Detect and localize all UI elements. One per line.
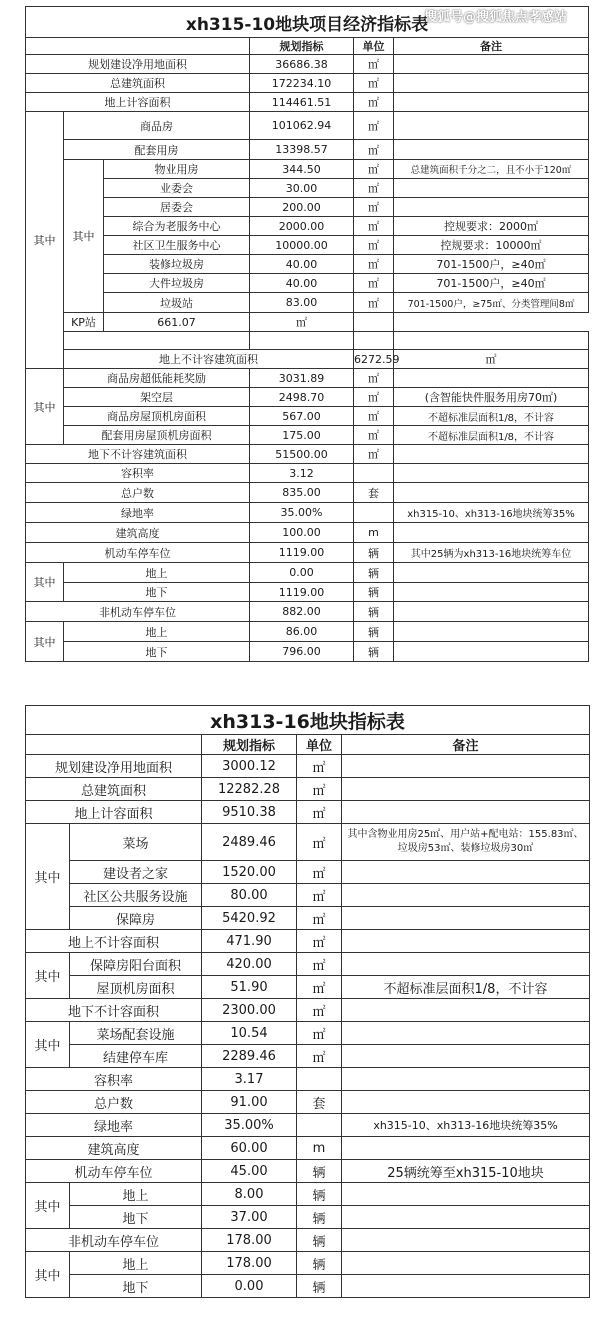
row-label: 商品房 — [64, 112, 250, 140]
row-unit: ㎡ — [394, 350, 589, 369]
table-title: xh315-10地块项目经济指标表 — [26, 7, 589, 38]
row-label: 地上 — [64, 563, 250, 583]
header-unit: 单位 — [297, 735, 342, 755]
row-label: 配套用房 — [64, 140, 250, 160]
row-unit: ㎡ — [297, 976, 342, 999]
row-note — [342, 1045, 590, 1068]
row-value: 882.00 — [250, 602, 354, 622]
row-note: 701-1500户，≥75㎡、分类管理间8㎡ — [394, 293, 589, 313]
row-label: 社区卫生服务中心 — [104, 236, 250, 255]
row-value: 0.00 — [202, 1275, 297, 1298]
row-label: 地下 — [70, 1275, 202, 1298]
row-label: 大件垃圾房 — [104, 274, 250, 293]
header-blank — [26, 38, 250, 55]
row-unit: ㎡ — [354, 255, 394, 274]
row-value: 10.54 — [202, 1022, 297, 1045]
row-label: 非机动车停车位 — [26, 1229, 202, 1252]
row-label: 总建筑面积 — [26, 778, 202, 801]
row-note — [342, 1183, 590, 1206]
row-label: 规划建设净用地面积 — [26, 55, 250, 74]
row-value: 3.17 — [202, 1068, 297, 1091]
row-label: 总户数 — [26, 483, 250, 503]
row-label: 结建停车库 — [70, 1045, 202, 1068]
row-label: 绿地率 — [26, 503, 250, 523]
row-label: 装修垃圾房 — [104, 255, 250, 274]
row-label: 地上 — [64, 622, 250, 642]
row-note: xh315-10、xh313-16地块统筹35% — [342, 1114, 590, 1137]
row-note: 不超标准层面积1/8，不计容 — [394, 426, 589, 445]
row-value: 6272.59 — [354, 350, 394, 369]
row-label: 地上不计容面积 — [26, 930, 202, 953]
watermark: 搜狐号@搜狐焦点孝感站 — [424, 10, 568, 25]
row-label: 物业用房 — [104, 160, 250, 179]
row-unit: 辆 — [297, 1206, 342, 1229]
table-xh315-10 — [25, 6, 589, 662]
row-unit: ㎡ — [354, 74, 394, 93]
row-note — [394, 563, 589, 583]
row-note — [342, 884, 590, 907]
row-label: 地下 — [64, 642, 250, 662]
row-unit: ㎡ — [297, 907, 342, 930]
group-label: 其中 — [26, 953, 70, 999]
row-unit: ㎡ — [297, 930, 342, 953]
header-note: 备注 — [342, 735, 590, 755]
row-unit: ㎡ — [354, 179, 394, 198]
row-label: 规划建设净用地面积 — [26, 755, 202, 778]
row-value: 114461.51 — [250, 93, 354, 112]
row-note — [394, 179, 589, 198]
table-title: xh313-16地块指标表 — [26, 706, 590, 735]
row-unit — [297, 1114, 342, 1137]
subgroup-label: 其中 — [64, 160, 104, 313]
row-note — [342, 1229, 590, 1252]
row-value: 0.00 — [250, 563, 354, 583]
row-value: 3.12 — [250, 464, 354, 483]
row-note: 其中25辆为xh313-16地块统筹车位 — [394, 543, 589, 563]
row-value: 796.00 — [250, 642, 354, 662]
row-label: 架空层 — [64, 388, 250, 407]
row-unit: 辆 — [297, 1275, 342, 1298]
row-note: 不超标准层面积1/8，不计容 — [342, 976, 590, 999]
row-unit — [354, 464, 394, 483]
row-note — [342, 1091, 590, 1114]
row-label: 商品房屋顶机房面积 — [64, 407, 250, 426]
row-value: 1119.00 — [250, 583, 354, 602]
row-note: 控规要求：2000㎡ — [394, 217, 589, 236]
row-note: 其中含物业用房25㎡、用户站+配电站：155.83㎡、垃圾房53㎡、装修垃圾房30㎡ — [342, 824, 590, 861]
row-label: 地下不计容建筑面积 — [26, 445, 250, 464]
row-value: 661.07 — [104, 313, 250, 332]
row-value: 178.00 — [202, 1252, 297, 1275]
row-label: 居委会 — [104, 198, 250, 217]
table-xh313-16 — [25, 705, 590, 1298]
row-unit: 辆 — [297, 1229, 342, 1252]
row-unit: ㎡ — [297, 778, 342, 801]
row-note: (含智能快件服务用房70㎡) — [394, 388, 589, 407]
row-unit: 辆 — [354, 602, 394, 622]
row-note — [342, 1275, 590, 1298]
row-label: 社区公共服务设施 — [70, 884, 202, 907]
row-note — [342, 1137, 590, 1160]
row-value: 12282.28 — [202, 778, 297, 801]
row-label: 地上 — [70, 1183, 202, 1206]
row-value: 40.00 — [250, 274, 354, 293]
row-unit: ㎡ — [354, 274, 394, 293]
row-value: 344.50 — [250, 160, 354, 179]
row-value: 8.00 — [202, 1183, 297, 1206]
row-note — [394, 523, 589, 543]
row-label: 地上计容面积 — [26, 801, 202, 824]
row-unit: ㎡ — [297, 999, 342, 1022]
row-note: 701-1500户，≥40㎡ — [394, 274, 589, 293]
row-note — [342, 861, 590, 884]
row-label: 绿地率 — [26, 1114, 202, 1137]
row-label: 地上计容面积 — [26, 93, 250, 112]
row-unit: ㎡ — [354, 217, 394, 236]
row-value: 30.00 — [250, 179, 354, 198]
header-unit: 单位 — [354, 38, 394, 55]
row-unit: m — [297, 1137, 342, 1160]
row-value: 51500.00 — [250, 445, 354, 464]
row-value: 80.00 — [202, 884, 297, 907]
row-label: 地上不计容建筑面积 — [64, 350, 354, 369]
row-note — [342, 1206, 590, 1229]
row-unit: 辆 — [297, 1160, 342, 1183]
group-label: 其中 — [26, 1252, 70, 1298]
row-label: 屋顶机房面积 — [70, 976, 202, 999]
row-unit: 辆 — [354, 563, 394, 583]
row-value: 175.00 — [250, 426, 354, 445]
row-unit: ㎡ — [354, 93, 394, 112]
row-note — [394, 112, 589, 140]
row-value: 100.00 — [250, 523, 354, 543]
row-unit: ㎡ — [250, 313, 354, 332]
row-note — [394, 483, 589, 503]
row-value: 40.00 — [250, 255, 354, 274]
row-note — [394, 583, 589, 602]
row-value: 2000.00 — [250, 217, 354, 236]
row-value: 83.00 — [250, 293, 354, 313]
row-note: 控规要求：10000㎡ — [394, 236, 589, 255]
row-label: 商品房超低能耗奖励 — [64, 369, 250, 388]
row-unit: ㎡ — [354, 388, 394, 407]
row-unit: ㎡ — [297, 1045, 342, 1068]
row-unit: m — [354, 523, 394, 543]
row-value: 9510.38 — [202, 801, 297, 824]
row-label: 容积率 — [26, 464, 250, 483]
header-blank — [26, 735, 202, 755]
row-unit: ㎡ — [297, 861, 342, 884]
row-note — [394, 445, 589, 464]
row-label: 地下不计容面积 — [26, 999, 202, 1022]
row-unit: 辆 — [297, 1183, 342, 1206]
row-value: 60.00 — [202, 1137, 297, 1160]
group-label: 其中 — [26, 622, 64, 662]
row-note — [394, 198, 589, 217]
row-label: 菜场配套设施 — [70, 1022, 202, 1045]
row-value: 13398.57 — [250, 140, 354, 160]
row-unit: 辆 — [354, 622, 394, 642]
row-unit: ㎡ — [297, 953, 342, 976]
row-unit: ㎡ — [297, 824, 342, 861]
row-label: 地下 — [64, 583, 250, 602]
row-value: 471.90 — [202, 930, 297, 953]
row-note — [394, 74, 589, 93]
group-label: 其中 — [26, 563, 64, 602]
row-value: 37.00 — [202, 1206, 297, 1229]
row-unit: ㎡ — [297, 801, 342, 824]
row-value: 2289.46 — [202, 1045, 297, 1068]
row-unit — [297, 1068, 342, 1091]
row-label: 地上 — [70, 1252, 202, 1275]
row-note — [394, 642, 589, 662]
row-note — [394, 140, 589, 160]
group-label: 其中 — [26, 1183, 70, 1229]
row-note — [342, 1068, 590, 1091]
row-label: 菜场 — [70, 824, 202, 861]
row-label: 总建筑面积 — [26, 74, 250, 93]
row-value: 200.00 — [250, 198, 354, 217]
row-label: 非机动车停车位 — [26, 602, 250, 622]
row-value: 35.00% — [202, 1114, 297, 1137]
row-label: 综合为老服务中心 — [104, 217, 250, 236]
row-note — [394, 464, 589, 483]
row-blank — [354, 332, 394, 350]
row-unit: 套 — [297, 1091, 342, 1114]
row-value: 2300.00 — [202, 999, 297, 1022]
header-note: 备注 — [394, 38, 589, 55]
row-label: 地下 — [70, 1206, 202, 1229]
row-value: 567.00 — [250, 407, 354, 426]
row-value: 10000.00 — [250, 236, 354, 255]
row-value: 51.90 — [202, 976, 297, 999]
row-value: 835.00 — [250, 483, 354, 503]
row-note — [342, 907, 590, 930]
row-label: 业委会 — [104, 179, 250, 198]
row-label: 机动车停车位 — [26, 1160, 202, 1183]
row-unit: 辆 — [354, 583, 394, 602]
row-unit — [354, 503, 394, 523]
row-unit: ㎡ — [297, 755, 342, 778]
row-blank — [250, 332, 354, 350]
row-note — [342, 1252, 590, 1275]
row-label: 建筑高度 — [26, 1137, 202, 1160]
row-note — [342, 930, 590, 953]
row-value: 1119.00 — [250, 543, 354, 563]
row-label: 建设者之家 — [70, 861, 202, 884]
row-value: 3031.89 — [250, 369, 354, 388]
header-indicator: 规划指标 — [202, 735, 297, 755]
row-label: 总户数 — [26, 1091, 202, 1114]
row-unit: ㎡ — [354, 160, 394, 179]
row-unit: ㎡ — [354, 293, 394, 313]
row-note: 总建筑面积千分之二，且不小于120㎡ — [394, 160, 589, 179]
row-value: 36686.38 — [250, 55, 354, 74]
group-label: 其中 — [26, 1022, 70, 1068]
row-value: 91.00 — [202, 1091, 297, 1114]
row-value: 86.00 — [250, 622, 354, 642]
row-note — [394, 93, 589, 112]
row-unit: ㎡ — [354, 55, 394, 74]
row-note — [342, 801, 590, 824]
row-label: 保障房 — [70, 907, 202, 930]
row-unit: ㎡ — [297, 884, 342, 907]
row-unit: 辆 — [354, 642, 394, 662]
row-note: 25辆统筹至xh315-10地块 — [342, 1160, 590, 1183]
row-note — [394, 602, 589, 622]
row-note — [394, 369, 589, 388]
row-label: 建筑高度 — [26, 523, 250, 543]
row-value: 178.00 — [202, 1229, 297, 1252]
row-unit: ㎡ — [354, 369, 394, 388]
row-unit: 辆 — [354, 543, 394, 563]
row-value: 2489.46 — [202, 824, 297, 861]
row-value: 2498.70 — [250, 388, 354, 407]
row-note — [342, 999, 590, 1022]
row-unit: 套 — [354, 483, 394, 503]
row-label: 保障房阳台面积 — [70, 953, 202, 976]
group-label: 其中 — [26, 369, 64, 445]
row-unit: ㎡ — [354, 236, 394, 255]
row-value: 420.00 — [202, 953, 297, 976]
row-unit: ㎡ — [297, 1022, 342, 1045]
row-note — [394, 622, 589, 642]
row-blank — [394, 332, 589, 350]
row-value: 1520.00 — [202, 861, 297, 884]
row-unit: ㎡ — [354, 407, 394, 426]
row-note: 不超标准层面积1/8，不计容 — [394, 407, 589, 426]
group-label: 其中 — [26, 824, 70, 930]
row-value: 3000.12 — [202, 755, 297, 778]
row-note — [342, 953, 590, 976]
row-note — [342, 778, 590, 801]
row-unit: ㎡ — [354, 426, 394, 445]
row-label: 容积率 — [26, 1068, 202, 1091]
row-value: 35.00% — [250, 503, 354, 523]
row-label: 机动车停车位 — [26, 543, 250, 563]
header-indicator: 规划指标 — [250, 38, 354, 55]
group-label: 其中 — [26, 112, 64, 369]
row-unit: ㎡ — [354, 112, 394, 140]
row-note — [342, 1022, 590, 1045]
row-value: 101062.94 — [250, 112, 354, 140]
row-note — [354, 313, 394, 332]
row-value: 172234.10 — [250, 74, 354, 93]
row-label: 配套用房屋顶机房面积 — [64, 426, 250, 445]
row-unit: 辆 — [297, 1252, 342, 1275]
row-note — [394, 55, 589, 74]
row-note — [342, 755, 590, 778]
row-note: 701-1500户，≥40㎡ — [394, 255, 589, 274]
row-unit: ㎡ — [354, 140, 394, 160]
row-blank — [64, 332, 250, 350]
row-note: xh315-10、xh313-16地块统筹35% — [394, 503, 589, 523]
row-label: KP站 — [64, 313, 104, 332]
row-unit: ㎡ — [354, 198, 394, 217]
row-label: 垃圾站 — [104, 293, 250, 313]
row-value: 45.00 — [202, 1160, 297, 1183]
row-value: 5420.92 — [202, 907, 297, 930]
row-unit: ㎡ — [354, 445, 394, 464]
